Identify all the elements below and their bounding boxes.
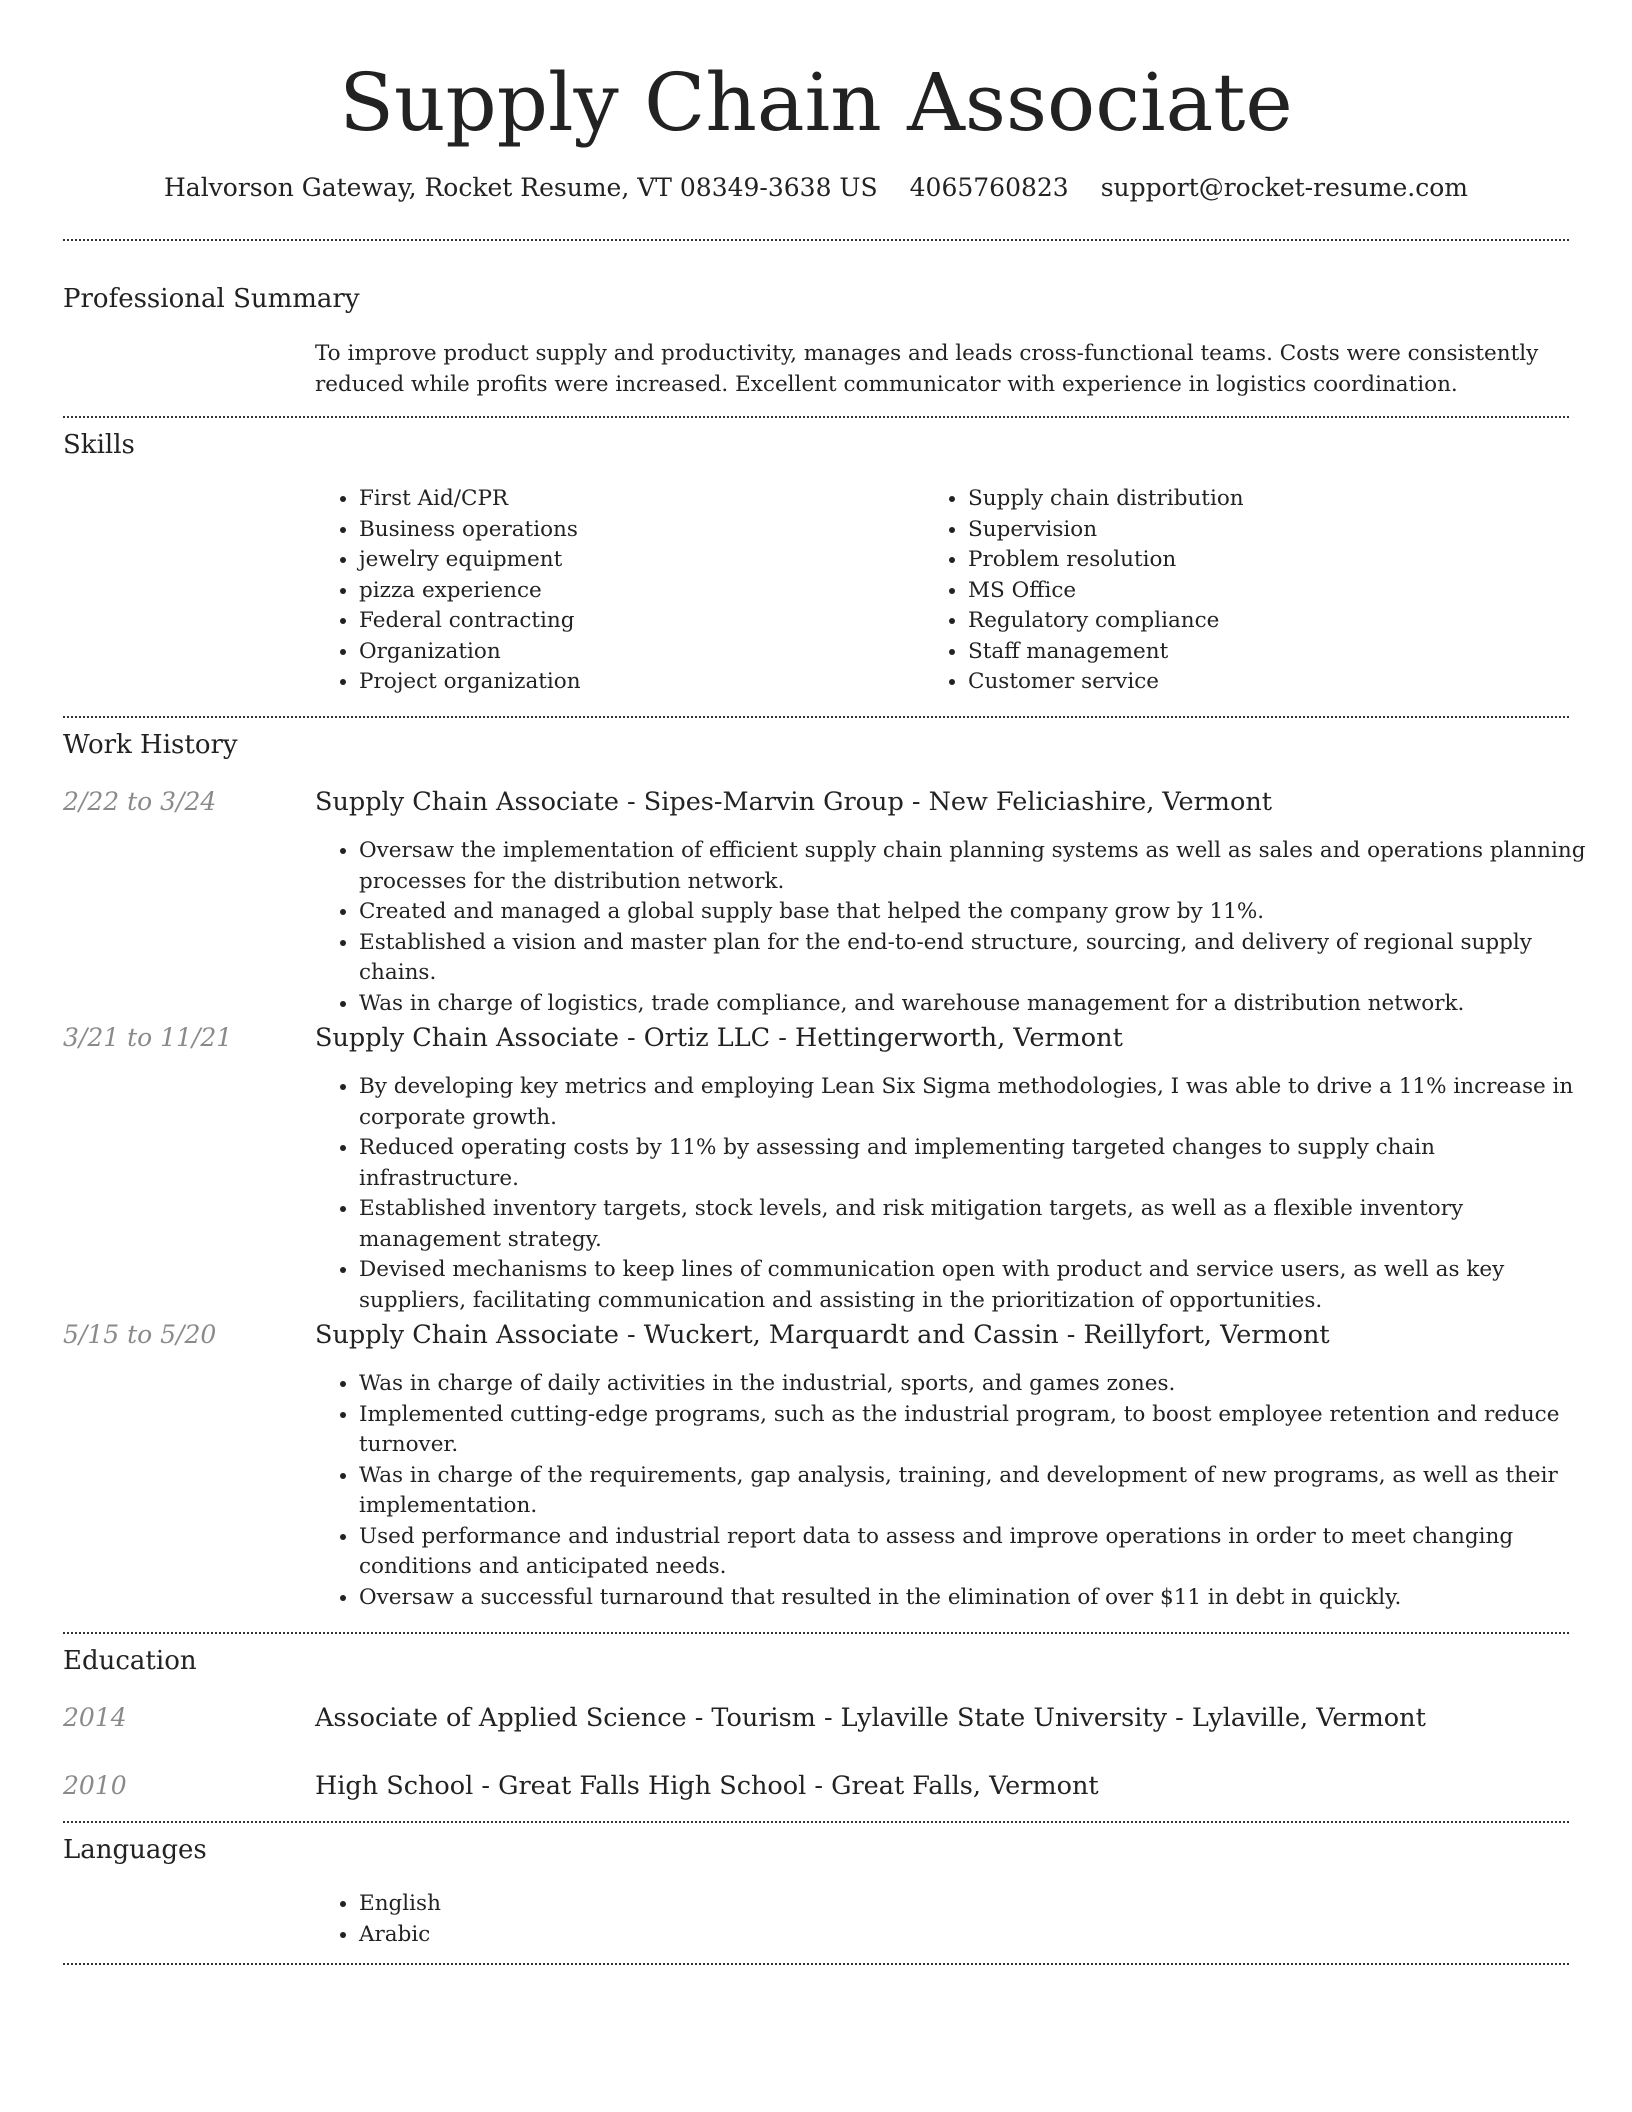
languages-list — [315, 1889, 959, 1950]
skill-item: • Federal contracting — [359, 606, 919, 637]
job-bullets — [315, 836, 1599, 1019]
skills-list-left — [315, 484, 919, 698]
job-bullet: • By developing key metrics and employing Lean Six Sigma methodologies, I was able to drive a 11% increase in corporate growth. — [359, 1072, 1599, 1133]
skills-list-right — [924, 484, 1568, 698]
skill-item: • First Aid/CPR — [359, 484, 919, 515]
job-title: Supply Chain Associate - Sipes-Marvin Group - New Feliciashire, Vermont — [315, 787, 1272, 817]
contact-line — [0, 170, 1632, 206]
section-divider — [63, 416, 1569, 418]
job-bullet: • Was in charge of logistics, trade compliance, and warehouse management for a distribution network. — [359, 989, 1599, 1020]
education-entry: Associate of Applied Science - Tourism - Lylaville State University - Lylaville, Vermont — [315, 1703, 1426, 1733]
job-title: Supply Chain Associate - Wuckert, Marquardt and Cassin - Reillyfort, Vermont — [315, 1320, 1330, 1350]
languages-heading: Languages — [63, 1835, 207, 1865]
section-divider — [63, 1963, 1569, 1965]
summary-heading: Professional Summary — [63, 284, 360, 314]
resume-title: Supply Chain Associate — [339, 56, 1293, 149]
education-entry: High School - Great Falls High School - Great Falls, Vermont — [315, 1771, 1099, 1801]
skill-item: • MS Office — [968, 576, 1568, 607]
education-year: 2014 — [63, 1703, 127, 1732]
job-bullets — [315, 1072, 1599, 1316]
contact-email: support@rocket-resume.com — [1100, 173, 1469, 202]
job-bullets — [315, 1369, 1599, 1613]
education-heading: Education — [63, 1646, 197, 1676]
job-bullet: • Created and managed a global supply base that helped the company grow by 11%. — [359, 897, 1599, 928]
section-divider — [63, 1632, 1569, 1634]
section-divider — [63, 239, 1569, 241]
education-year: 2010 — [63, 1771, 127, 1800]
job-dates: 3/21 to 11/21 — [63, 1023, 233, 1052]
job-bullet: • Was in charge of daily activities in the industrial, sports, and games zones. — [359, 1369, 1599, 1400]
skill-item: • Project organization — [359, 667, 919, 698]
job-bullet: • Was in charge of the requirements, gap analysis, training, and development of new programs, as well as their implementation. — [359, 1461, 1599, 1522]
skill-item: • pizza experience — [359, 576, 919, 607]
skill-item: • Organization — [359, 637, 919, 668]
contact-address: Halvorson Gateway, Rocket Resume, VT 08349-3638 US — [163, 173, 878, 202]
job-bullet: • Used performance and industrial report data to assess and improve operations in order to meet changing conditions and anticipated needs. — [359, 1522, 1599, 1583]
language-item: • English — [359, 1889, 959, 1920]
job-dates: 5/15 to 5/20 — [63, 1320, 217, 1349]
job-bullet: • Implemented cutting-edge programs, such as the industrial program, to boost employee retention and reduce turnover. — [359, 1400, 1599, 1461]
skills-heading: Skills — [63, 430, 135, 460]
summary-text: To improve product supply and productivity, manages and leads cross-functional teams. Costs were consistently reduced while profits were increased. Excellent communicator with experience in logistics coordination. — [315, 341, 1539, 397]
skill-item: • Business operations — [359, 515, 919, 546]
skill-item: • Supply chain distribution — [968, 484, 1568, 515]
contact-phone: 4065760823 — [909, 173, 1069, 202]
job-bullet: • Reduced operating costs by 11% by assessing and implementing targeted changes to supply chain infrastructure. — [359, 1133, 1599, 1194]
job-bullet: • Oversaw a successful turnaround that resulted in the elimination of over $11 in debt in quickly. — [359, 1583, 1599, 1614]
skill-item: • Supervision — [968, 515, 1568, 546]
skill-item: • Customer service — [968, 667, 1568, 698]
skill-item: • Problem resolution — [968, 545, 1568, 576]
section-divider — [63, 716, 1569, 718]
job-title: Supply Chain Associate - Ortiz LLC - Hettingerworth, Vermont — [315, 1023, 1123, 1053]
section-divider — [63, 1821, 1569, 1823]
skill-item: • jewelry equipment — [359, 545, 919, 576]
job-bullet: • Established a vision and master plan for the end-to-end structure, sourcing, and delivery of regional supply chains. — [359, 928, 1599, 989]
job-bullet: • Devised mechanisms to keep lines of communication open with product and service users, as well as key suppliers, facilitating communication and assisting in the prioritization of opportunities. — [359, 1255, 1599, 1316]
skill-item: • Regulatory compliance — [968, 606, 1568, 637]
work-history-heading: Work History — [63, 730, 238, 760]
job-bullet: • Established inventory targets, stock levels, and risk mitigation targets, as well as a flexible inventory management strategy. — [359, 1194, 1599, 1255]
language-item: • Arabic — [359, 1920, 959, 1951]
skill-item: • Staff management — [968, 637, 1568, 668]
job-bullet: • Oversaw the implementation of efficient supply chain planning systems as well as sales and operations planning processes for the distribution network. — [359, 836, 1599, 897]
job-dates: 2/22 to 3/24 — [63, 787, 217, 816]
